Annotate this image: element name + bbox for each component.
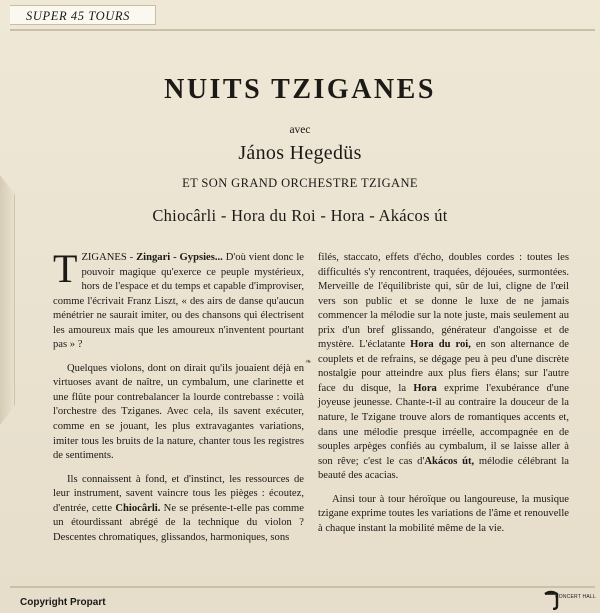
bold-text: Hora: [413, 382, 437, 394]
text-run: filés, staccato, effets d'écho, doubles cordes : toutes les difficultés s'y rencontrent, traquées, déjouées, surmontées. Merveille de l'équilibriste qui, sûr de lui, cligne de l'œil vers son public et se donne le luxe de ne jamais commencer la mélodie sur la note juste, mais seulement au prix d'un bref glissando, générateur d'angoisse et de mystère. L'éclatante: [318, 252, 569, 351]
label-logo-text: CONCERT HALL: [555, 594, 596, 600]
liner-notes-left-column: [53, 246, 305, 554]
track-list: Chiocârli - Hora du Roi - Hora - Akácos út: [152, 206, 448, 225]
ornament-mark: ❧: [305, 357, 312, 366]
paragraph: [53, 246, 305, 353]
liner-notes-right-column: [318, 251, 569, 545]
bold-text: Akácos út,: [424, 455, 475, 467]
paragraph: Ainsi tour à tour héroïque ou langoureuse, la musique tzigane exprime toutes les variations de l'âme et renouvelle à chaque instant la mobilité même de la vie.: [318, 493, 569, 534]
text-run: D'où vient donc le pouvoir magique qu'exerce ce peuple mystérieux, hors de l'espace et du temps et capable d'improviser, comme l'écrivait Franz Liszt, « des airs de danse qu'aucun ménétrier ne saurait imiter, ou des chansons qui électrisent les amoureux mais que les amoureux n'inventent pourtant pas » ?: [53, 252, 305, 351]
text-run: en son alternance de couplets et de refrains, se dégage peu à peu d'une discrète nostalgie pour atteindre aux plus fiers élans; sur l'autre face du disque, la: [318, 339, 570, 394]
text-run: Ils connaissent à fond, et d'instinct, les ressources de leur instrument, savent vaincre tous les pièges : écoutez, d'entrée, cette: [53, 473, 304, 514]
text-run: mélodie célébrant la beauté des acacias.: [318, 455, 569, 482]
text-run: ZIGANES -: [81, 252, 137, 263]
text-run: exprime l'exubérance d'une joyeuse jeunesse. Chante-t-il au contraire la douceur de la nature, le Tzigane trouve alors de romantiques accents et, dans une mélodie presque irréelle, accompagnée en de souples arpèges confiés au cymbalum, il se laisse aller à son rêve; c'est le cas d': [318, 382, 569, 467]
paragraph: [53, 473, 304, 546]
copyright-notice: Copyright Propart: [20, 597, 106, 608]
text-run: Ne se présente-t-elle pas comme un étourdissant abrégé de la technique du violon ? Descentes chromatiques, glissandos, harmoniques, sons: [53, 502, 304, 543]
avec-label: avec: [289, 124, 311, 136]
paragraph: Quelques violons, dont on dirait qu'ils jouaient déjà en virtuoses avant de naître, un cymbalum, une clarinette et une flûte pour contrebalancer la lourde contrebasse : voilà l'orchestre des Tziganes. Avec cela, ils savent exécuter, comme en se jouant, les plus extravagantes variations, imiter tous les bruits de la nature, chanter tous les registres de sentiments.: [53, 362, 304, 462]
bold-text: Chiocârli.: [115, 502, 161, 514]
bold-text: Zingari - Gypsies...: [136, 252, 223, 263]
paragraph: [318, 251, 569, 484]
orchestra-name: ET SON GRAND ORCHESTRE TZIGANE: [182, 176, 418, 190]
album-title: NUITS TZIGANES: [164, 74, 436, 105]
top-opening-strip: [10, 3, 595, 31]
bold-text: Hora du roi,: [410, 339, 471, 351]
format-label: SUPER 45 TOURS: [10, 5, 156, 25]
artist-name: János Hegedüs: [238, 142, 362, 164]
drop-cap: T: [53, 246, 78, 291]
